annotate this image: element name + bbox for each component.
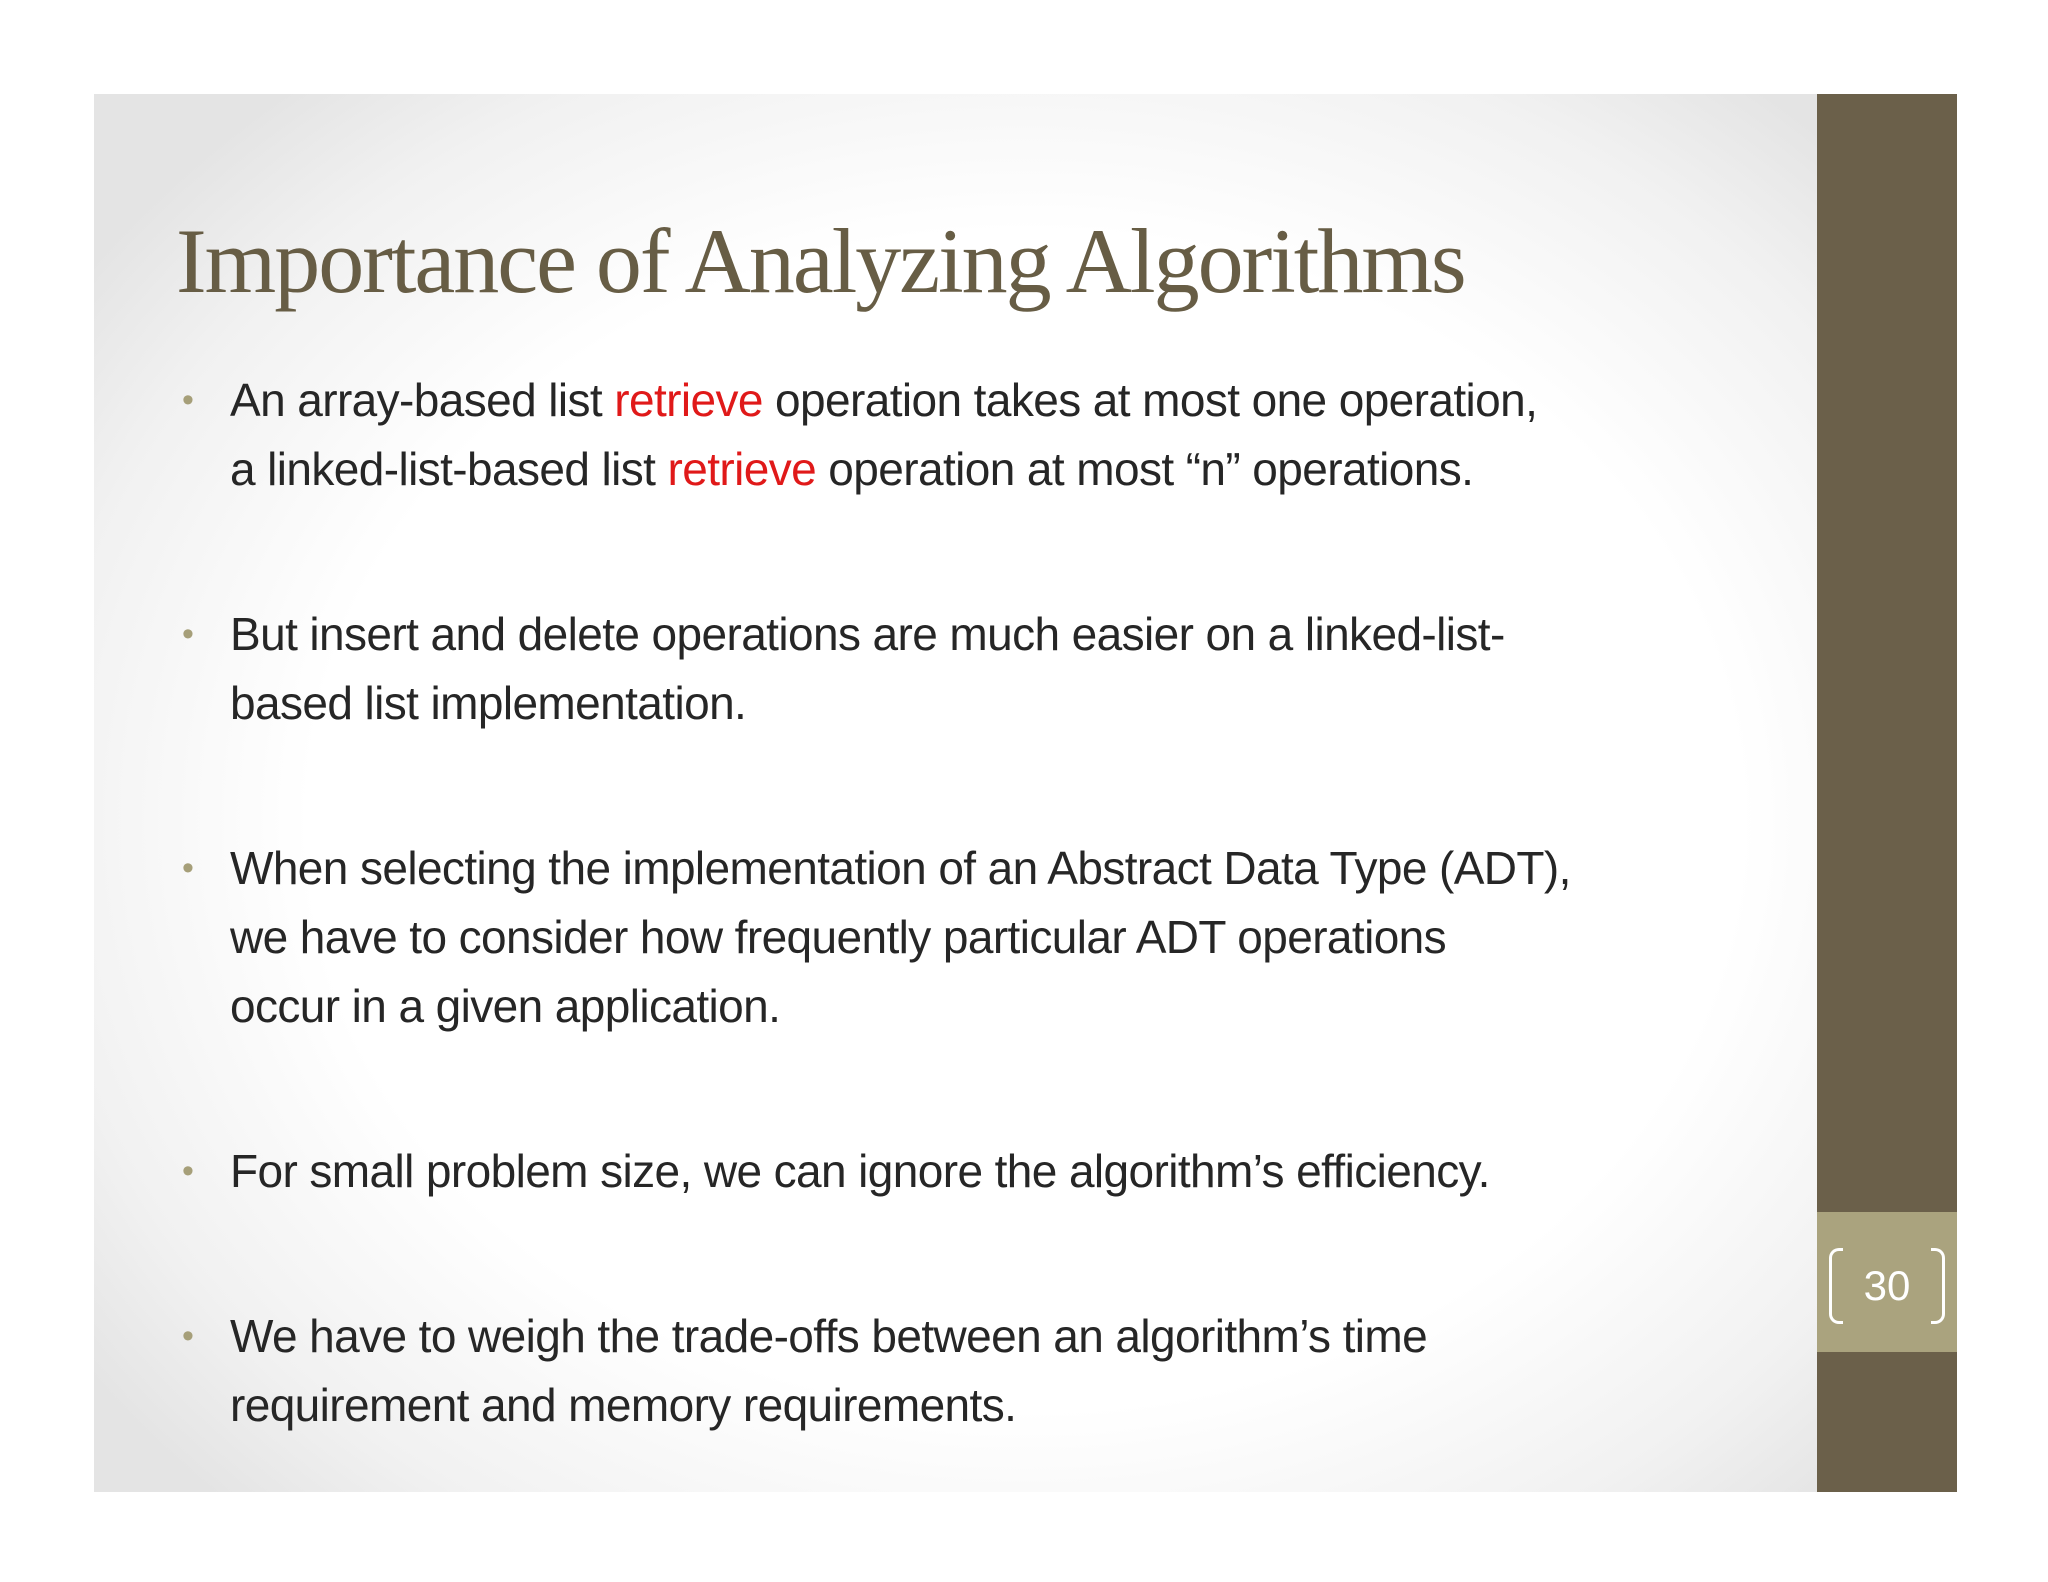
highlight-retrieve: retrieve: [614, 374, 763, 426]
highlight-retrieve: retrieve: [667, 443, 817, 495]
right-bracket-icon: [1931, 1248, 1945, 1324]
text-segment: a linked-list-based list: [230, 443, 668, 495]
bullet-list: [182, 366, 1830, 1440]
page-number-band: [1817, 1212, 1957, 1352]
bullet-item-1: [182, 366, 1830, 504]
bullet-2-line-1: But insert and delete operations are much easier on a linked-list-: [230, 608, 1505, 660]
bullet-item-2: [182, 600, 1830, 738]
bullet-5-line-2: requirement and memory requirements.: [230, 1379, 1017, 1431]
bullet-1-line-1: [230, 366, 1830, 435]
bullet-3-line-1: When selecting the implementation of an Abstract Data Type (ADT),: [230, 842, 1571, 894]
bullet-5-line-1: We have to weigh the trade-offs between an algorithm’s time: [230, 1310, 1428, 1362]
slide: [94, 94, 1957, 1492]
bullet-marker-icon: •: [182, 1317, 194, 1355]
bullet-3-line-3: occur in a given application.: [230, 980, 781, 1032]
bullet-item-5: [182, 1302, 1830, 1440]
bullet-marker-icon: •: [182, 849, 194, 887]
bullet-2-line-2: based list implementation.: [230, 677, 747, 729]
bullet-item-3: [182, 834, 1830, 1041]
slide-sidebar: [1817, 94, 1957, 1492]
bullet-item-4: [182, 1137, 1830, 1206]
text-segment: operation at most “n” operations.: [816, 443, 1474, 495]
slide-title: Importance of Analyzing Algorithms: [176, 210, 1465, 312]
text-segment: An array-based list: [230, 374, 615, 426]
bullet-marker-icon: •: [182, 615, 194, 653]
bullet-4-line-1: For small problem size, we can ignore the algorithm’s efficiency.: [230, 1145, 1490, 1197]
bullet-1-line-2: [230, 435, 1830, 504]
bullet-marker-icon: •: [182, 1152, 194, 1190]
text-segment: operation takes at most one operation,: [762, 374, 1538, 426]
bullet-marker-icon: •: [182, 381, 194, 419]
bullet-3-line-2: we have to consider how frequently particular ADT operations: [230, 911, 1447, 963]
page-number: 30: [1863, 1262, 1911, 1309]
